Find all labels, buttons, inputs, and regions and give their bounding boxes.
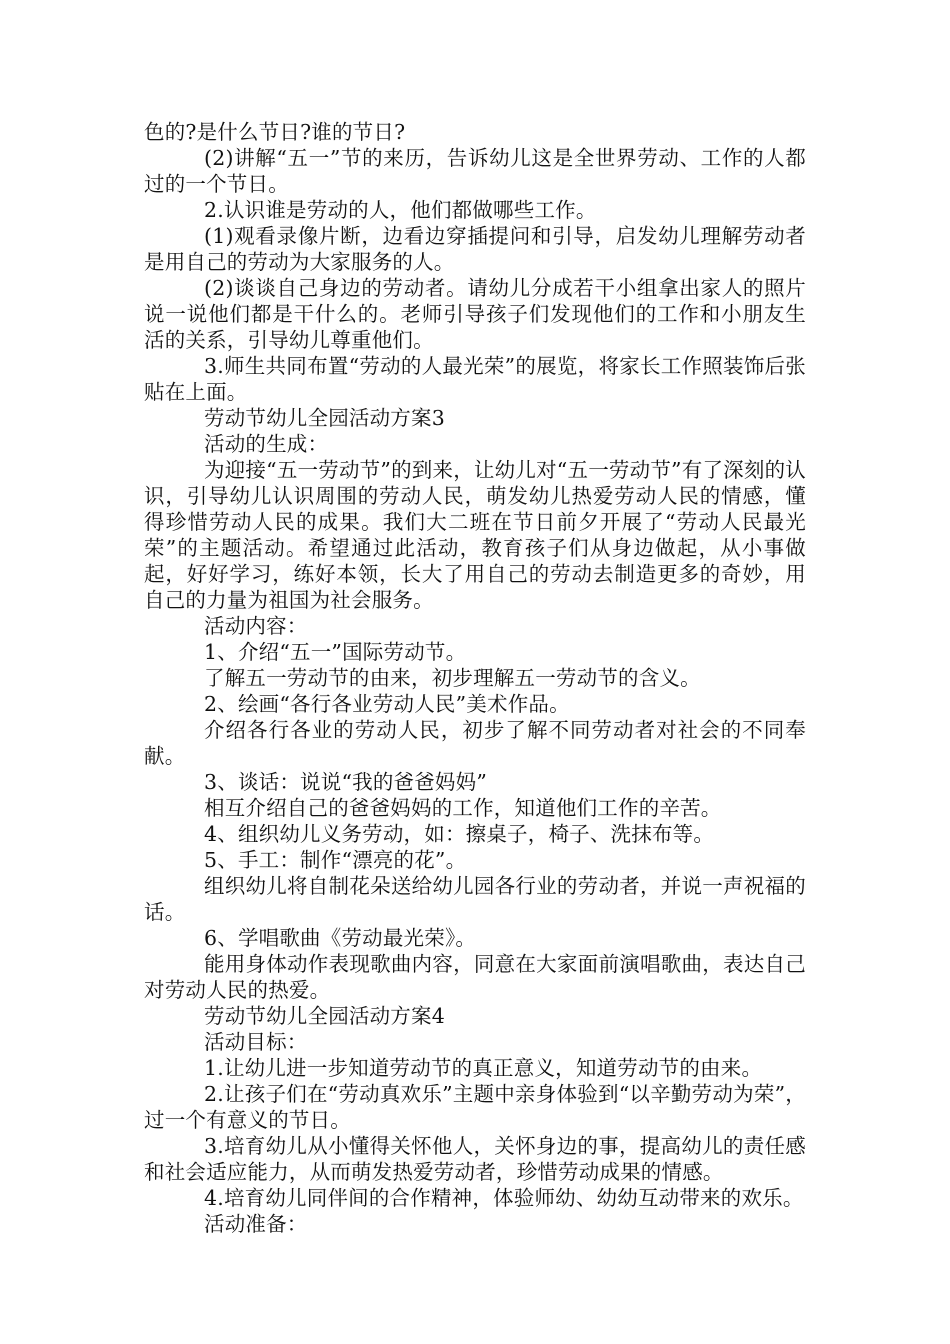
document-page	[144, 119, 806, 1237]
paragraph: 活动的生成：	[204, 432, 329, 456]
paragraph: 能用身体动作表现歌曲内容，同意在大家面前演唱歌曲，表达自己对劳动人民的热爱。	[144, 952, 806, 1002]
paragraph: 3、谈话：说说“我的爸爸妈妈”	[204, 770, 488, 794]
paragraph: 2.让孩子们在“劳动真欢乐”主题中亲身体验到“以辛勤劳动为荣”，过一个有意义的节日。	[144, 1082, 806, 1132]
paragraph: 3.师生共同布置“劳动的人最光荣”的展览，将家长工作照装饰后张贴在上面。	[144, 354, 806, 404]
paragraph: 色的?是什么节日?谁的节日?	[144, 120, 406, 144]
paragraph: 1、介绍“五一”国际劳动节。	[204, 640, 467, 664]
paragraph: 4、组织幼儿义务劳动，如：擦桌子，椅子、洗抹布等。	[204, 822, 715, 846]
paragraph: 活动目标：	[204, 1030, 308, 1054]
paragraph: 活动内容：	[204, 614, 308, 638]
paragraph: 6、学唱歌曲《劳动最光荣》。	[204, 926, 477, 950]
paragraph: 活动准备：	[204, 1212, 308, 1236]
paragraph: 劳动节幼儿全园活动方案4	[204, 1004, 445, 1028]
paragraph: 2、绘画“各行各业劳动人民”美术作品。	[204, 692, 570, 716]
paragraph: (2)谈谈自己身边的劳动者。请幼儿分成若干小组拿出家人的照片说一说他们都是干什么的。老师引导孩子们发现他们的工作和小朋友生活的关系，引导幼儿尊重他们。	[144, 276, 806, 352]
paragraph: 2.认识谁是劳动的人，他们都做哪些工作。	[204, 198, 597, 222]
paragraph: 5、手工：制作“漂亮的花”。	[204, 848, 467, 872]
paragraph: 相互介绍自己的爸爸妈妈的工作，知道他们工作的辛苦。	[204, 796, 722, 820]
paragraph: 劳动节幼儿全园活动方案3	[204, 406, 445, 430]
paragraph: (2)讲解“五一”节的来历，告诉幼儿这是全世界劳动、工作的人都过的一个节日。	[144, 146, 806, 196]
paragraph: 4.培育幼儿同伴间的合作精神，体验师幼、幼幼互动带来的欢乐。	[204, 1186, 804, 1210]
paragraph: 3.培育幼儿从小懂得关怀他人，关怀身边的事，提高幼儿的责任感和社会适应能力，从而萌发热爱劳动者，珍惜劳动成果的情感。	[144, 1134, 806, 1184]
paragraph: 介绍各行各业的劳动人民，初步了解不同劳动者对社会的不同奉献。	[144, 718, 806, 768]
paragraph: 1.让幼儿进一步知道劳动节的真正意义，知道劳动节的由来。	[204, 1056, 763, 1080]
paragraph: 组织幼儿将自制花朵送给幼儿园各行业的劳动者，并说一声祝福的话。	[144, 874, 806, 924]
paragraph: 为迎接“五一劳动节”的到来，让幼儿对“五一劳动节”有了深刻的认识，引导幼儿认识周围的劳动人民，萌发幼儿热爱劳动人民的情感，懂得珍惜劳动人民的成果。我们大二班在节日前夕开展了“劳动人民最光荣”的主题活动。希望通过此活动，教育孩子们从身边做起，从小事做起，好好学习，练好本领，长大了用自己的劳动去制造更多的奇妙，用自己的力量为祖国为社会服务。	[144, 458, 806, 612]
paragraph: 了解五一劳动节的由来，初步理解五一劳动节的含义。	[204, 666, 701, 690]
paragraph: (1)观看录像片断，边看边穿插提问和引导，启发幼儿理解劳动者是用自己的劳动为大家服务的人。	[144, 224, 806, 274]
